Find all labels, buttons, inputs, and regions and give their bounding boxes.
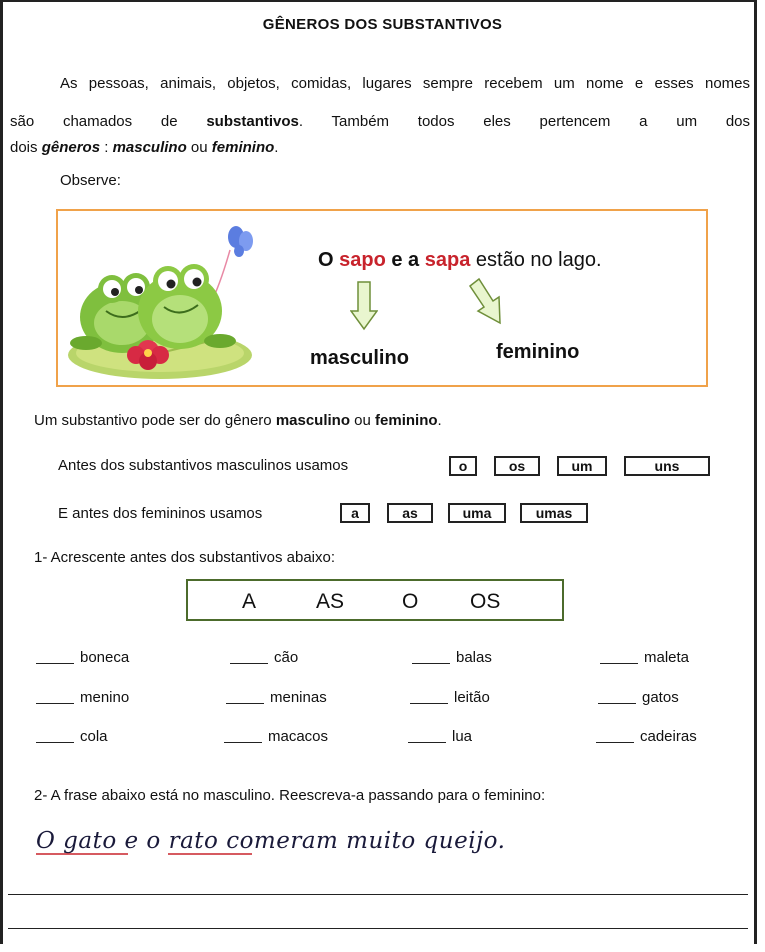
fill-item[interactable] xyxy=(600,649,689,666)
article-box-uns: uns xyxy=(624,456,710,476)
rule-sentence xyxy=(34,412,442,429)
word-sapa: sapa xyxy=(424,249,471,271)
intro-text: são chamados de xyxy=(10,113,207,130)
fill-item[interactable] xyxy=(596,728,697,745)
fill-word: gatos xyxy=(642,689,679,706)
arrow-down-right-icon xyxy=(468,277,508,327)
fill-word: maleta xyxy=(644,649,690,666)
intro-text: ou xyxy=(186,139,212,156)
blank-line[interactable] xyxy=(410,703,448,704)
handwritten-sentence xyxy=(36,818,596,868)
option-o: O xyxy=(402,590,419,613)
fill-item[interactable] xyxy=(36,689,129,706)
fill-word: menino xyxy=(80,689,130,706)
handwritten-text: O gato e o rato comeram muito queijo. xyxy=(36,828,506,854)
example-sentence xyxy=(318,249,602,272)
article-box-umas: umas xyxy=(520,503,588,523)
blank-line[interactable] xyxy=(36,742,74,743)
fill-word: macacos xyxy=(268,728,329,745)
intro-text: dois xyxy=(10,139,42,156)
fill-word: boneca xyxy=(80,649,130,666)
question-2: 2- A frase abaixo está no masculino. Reescreva-a passando para o feminino: xyxy=(34,787,546,804)
article-box-o: o xyxy=(449,456,477,476)
intro-text: . xyxy=(274,139,279,156)
blank-line[interactable] xyxy=(36,703,74,704)
blank-line[interactable] xyxy=(408,742,446,743)
article-box-as: as xyxy=(387,503,433,523)
blank-line[interactable] xyxy=(596,742,634,743)
label-feminino: feminino xyxy=(496,341,580,363)
fill-item[interactable] xyxy=(226,689,327,706)
intro-text: : xyxy=(100,139,113,156)
fill-word: cola xyxy=(80,728,108,745)
article-box-os: os xyxy=(494,456,540,476)
masculine-articles-label: Antes dos substantivos masculinos usamos xyxy=(58,457,349,474)
example-box xyxy=(56,209,708,387)
question-1: 1- Acrescente antes dos substantivos abaixo: xyxy=(34,549,336,566)
rule-masculino: masculino xyxy=(275,412,350,429)
article-box-uma: uma xyxy=(448,503,506,523)
fill-word: leitão xyxy=(454,689,490,706)
fill-word: meninas xyxy=(270,689,327,706)
fill-item[interactable] xyxy=(408,728,472,745)
fill-item[interactable] xyxy=(36,728,108,745)
intro-line-3 xyxy=(10,138,750,158)
sentence-word: O xyxy=(318,249,340,271)
label-masculino: masculino xyxy=(310,347,409,369)
sentence-word: estão no lago. xyxy=(470,249,602,271)
feminine-articles-label: E antes dos femininos usamos xyxy=(58,505,263,522)
keyword-feminino: feminino xyxy=(211,139,275,156)
answer-line-1[interactable] xyxy=(8,894,748,895)
rule-text: . xyxy=(437,412,442,429)
intro-text: . Também todos eles pertencem a um dos xyxy=(298,113,751,130)
frogs-illustration xyxy=(60,215,292,385)
blank-line[interactable] xyxy=(224,742,262,743)
fill-item[interactable] xyxy=(412,649,492,666)
article-box-um: um xyxy=(557,456,607,476)
blank-line[interactable] xyxy=(412,663,450,664)
blank-line[interactable] xyxy=(598,703,636,704)
observe-label: Observe: xyxy=(60,172,121,189)
blank-line[interactable] xyxy=(600,663,638,664)
fill-item[interactable] xyxy=(36,649,129,666)
intro-line-1: As pessoas, animais, objetos, comidas, lugares sempre recebem um nome e esses nomes xyxy=(60,75,750,92)
intro-line-2 xyxy=(10,112,750,132)
rule-text: ou xyxy=(350,412,376,429)
option-as: AS xyxy=(316,590,345,613)
butterfly-icon xyxy=(228,226,253,257)
fill-word: cão xyxy=(274,649,299,666)
fill-item[interactable] xyxy=(230,649,298,666)
worksheet-title: GÊNEROS DOS SUBSTANTIVOS xyxy=(262,16,503,33)
fill-item[interactable] xyxy=(224,728,328,745)
keyword-generos: gêneros xyxy=(41,139,101,156)
fill-word: cadeiras xyxy=(640,728,697,745)
keyword-substantivos: substantivos xyxy=(206,113,299,130)
rule-text: Um substantivo pode ser do gênero xyxy=(34,412,276,429)
sentence-word: e a xyxy=(385,249,425,271)
fill-item[interactable] xyxy=(598,689,679,706)
option-a: A xyxy=(242,590,257,613)
keyword-masculino: masculino xyxy=(112,139,187,156)
arrow-down-icon xyxy=(350,281,378,331)
answer-line-2[interactable] xyxy=(8,928,748,929)
blank-line[interactable] xyxy=(226,703,264,704)
fill-word: balas xyxy=(456,649,492,666)
blank-line[interactable] xyxy=(36,663,74,664)
blank-line[interactable] xyxy=(230,663,268,664)
fill-item[interactable] xyxy=(410,689,490,706)
options-box xyxy=(186,579,564,621)
word-sapo: sapo xyxy=(339,249,386,271)
rule-feminino: feminino xyxy=(375,412,438,429)
option-os: OS xyxy=(470,590,501,613)
article-box-a: a xyxy=(340,503,370,523)
fill-word: lua xyxy=(452,728,473,745)
